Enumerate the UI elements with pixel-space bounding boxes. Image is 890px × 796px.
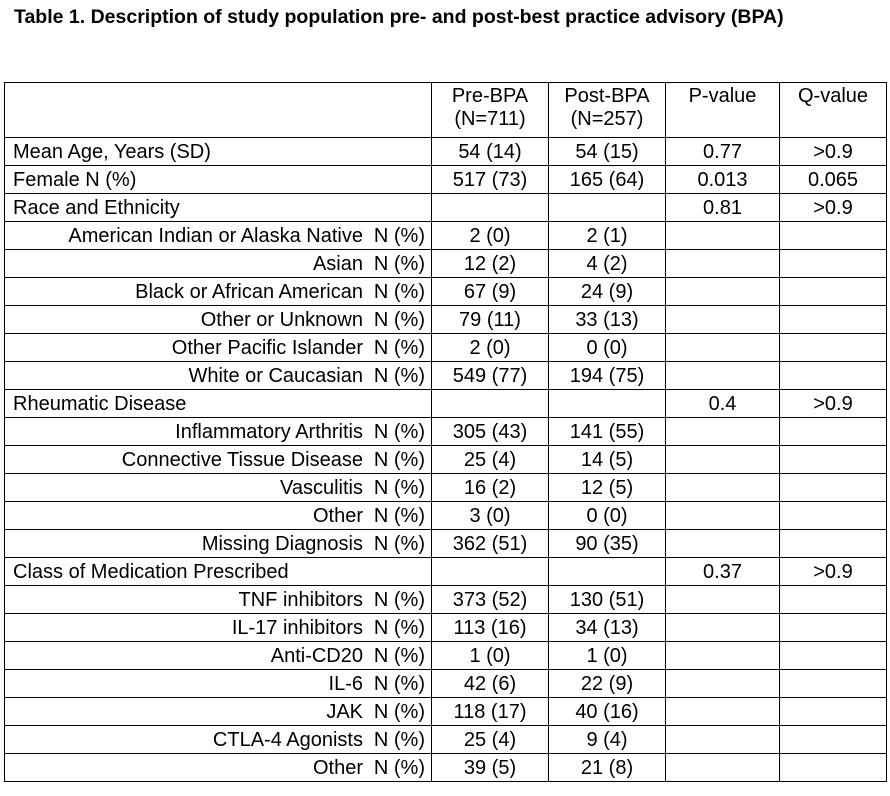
header-post-bpa: Post-BPA (N=257) (549, 83, 666, 138)
row-label-cell (5, 502, 432, 530)
row-unit: N (%) (373, 504, 425, 527)
row-label: Vasculitis (280, 476, 363, 499)
table-row (5, 474, 887, 502)
pre-bpa-value: 2 (0) (432, 334, 549, 362)
post-bpa-value (549, 194, 666, 222)
row-label-cell (5, 726, 432, 754)
row-label-cell (5, 586, 432, 614)
pre-bpa-value: 2 (0) (432, 222, 549, 250)
post-bpa-value: 130 (51) (549, 586, 666, 614)
row-unit: N (%) (373, 672, 425, 695)
row-unit: N (%) (373, 532, 425, 555)
p-value (666, 670, 780, 698)
row-label: Rheumatic Disease (5, 390, 432, 418)
row-label-cell (5, 362, 432, 390)
table-row (5, 586, 887, 614)
table-row (5, 362, 887, 390)
table-row (5, 194, 887, 222)
row-label-cell (5, 642, 432, 670)
header-row (5, 83, 887, 138)
p-value: 0.37 (666, 558, 780, 586)
p-value (666, 754, 780, 782)
row-unit: N (%) (373, 616, 425, 639)
table-caption: Table 1. Description of study population pre- and post-best practice advisory (BPA) (14, 6, 784, 28)
post-bpa-value: 2 (1) (549, 222, 666, 250)
table-row (5, 642, 887, 670)
row-unit: N (%) (373, 448, 425, 471)
pre-bpa-value: 118 (17) (432, 698, 549, 726)
row-label-cell (5, 418, 432, 446)
pre-bpa-value: 113 (16) (432, 614, 549, 642)
q-value: >0.9 (780, 194, 887, 222)
post-bpa-value: 24 (9) (549, 278, 666, 306)
row-unit: N (%) (373, 700, 425, 723)
row-label: Other (312, 504, 363, 527)
row-label-cell (5, 530, 432, 558)
table-row (5, 754, 887, 782)
row-unit: N (%) (373, 224, 425, 247)
row-label-cell (5, 670, 432, 698)
p-value (666, 474, 780, 502)
post-bpa-value: 0 (0) (549, 502, 666, 530)
post-bpa-value: 90 (35) (549, 530, 666, 558)
p-value (666, 586, 780, 614)
q-value (780, 446, 887, 474)
p-value (666, 278, 780, 306)
p-value: 0.77 (666, 138, 780, 166)
row-unit: N (%) (373, 756, 425, 779)
post-bpa-value: 22 (9) (549, 670, 666, 698)
row-label-cell (5, 334, 432, 362)
row-label: Anti-CD20 (270, 644, 363, 667)
table-row (5, 306, 887, 334)
table-row (5, 250, 887, 278)
row-label-cell (5, 222, 432, 250)
row-label-cell (5, 614, 432, 642)
row-label: Black or African American (135, 280, 363, 303)
pre-bpa-value (432, 194, 549, 222)
table-row (5, 138, 887, 166)
q-value (780, 250, 887, 278)
row-unit: N (%) (373, 252, 425, 275)
p-value (666, 222, 780, 250)
post-bpa-value: 14 (5) (549, 446, 666, 474)
post-bpa-value: 9 (4) (549, 726, 666, 754)
post-bpa-value: 33 (13) (549, 306, 666, 334)
pre-bpa-value (432, 390, 549, 418)
post-bpa-value: 54 (15) (549, 138, 666, 166)
row-label: Asian (312, 252, 363, 275)
p-value: 0.81 (666, 194, 780, 222)
row-label: Other Pacific Islander (171, 336, 363, 359)
table-row (5, 502, 887, 530)
row-label: Class of Medication Prescribed (5, 558, 432, 586)
pre-bpa-value: 1 (0) (432, 642, 549, 670)
q-value (780, 754, 887, 782)
header-pre-bpa: Pre-BPA (N=711) (432, 83, 549, 138)
row-label: Connective Tissue Disease (121, 448, 363, 471)
row-label: Race and Ethnicity (5, 194, 432, 222)
row-label: Other (312, 756, 363, 779)
post-bpa-value: 194 (75) (549, 362, 666, 390)
row-label: CTLA-4 Agonists (212, 728, 363, 751)
pre-bpa-value: 517 (73) (432, 166, 549, 194)
q-value (780, 362, 887, 390)
q-value (780, 502, 887, 530)
row-label: White or Caucasian (188, 364, 363, 387)
row-label-cell (5, 446, 432, 474)
p-value (666, 362, 780, 390)
q-value (780, 586, 887, 614)
pre-bpa-value: 305 (43) (432, 418, 549, 446)
p-value (666, 418, 780, 446)
row-label-cell (5, 754, 432, 782)
table-row (5, 334, 887, 362)
table-row (5, 166, 887, 194)
post-bpa-value: 34 (13) (549, 614, 666, 642)
pre-bpa-value: 42 (6) (432, 670, 549, 698)
q-value (780, 222, 887, 250)
p-value (666, 306, 780, 334)
table-row (5, 614, 887, 642)
pre-bpa-value: 362 (51) (432, 530, 549, 558)
row-label: IL-6 (328, 672, 363, 695)
table-row (5, 726, 887, 754)
table-row (5, 222, 887, 250)
q-value (780, 698, 887, 726)
post-bpa-value: 0 (0) (549, 334, 666, 362)
q-value (780, 474, 887, 502)
post-bpa-value: 141 (55) (549, 418, 666, 446)
q-value (780, 418, 887, 446)
pre-bpa-value: 373 (52) (432, 586, 549, 614)
row-unit: N (%) (373, 420, 425, 443)
p-value (666, 614, 780, 642)
study-population-table (4, 82, 887, 782)
pre-bpa-value: 25 (4) (432, 726, 549, 754)
post-bpa-value: 21 (8) (549, 754, 666, 782)
q-value (780, 530, 887, 558)
q-value: >0.9 (780, 138, 887, 166)
pre-bpa-value: 39 (5) (432, 754, 549, 782)
header-label-cell (5, 83, 432, 138)
row-label-cell (5, 278, 432, 306)
row-label: Other or Unknown (200, 308, 363, 331)
row-unit: N (%) (373, 644, 425, 667)
pre-bpa-value: 54 (14) (432, 138, 549, 166)
q-value (780, 306, 887, 334)
post-bpa-value: 165 (64) (549, 166, 666, 194)
pre-bpa-value (432, 558, 549, 586)
p-value (666, 726, 780, 754)
table-row (5, 530, 887, 558)
table-row (5, 418, 887, 446)
post-bpa-value: 1 (0) (549, 642, 666, 670)
q-value: >0.9 (780, 390, 887, 418)
q-value (780, 670, 887, 698)
row-label-cell (5, 306, 432, 334)
pre-bpa-value: 3 (0) (432, 502, 549, 530)
row-label: IL-17 inhibitors (231, 616, 363, 639)
row-label: Mean Age, Years (SD) (5, 138, 432, 166)
row-label-cell (5, 250, 432, 278)
post-bpa-value (549, 390, 666, 418)
table-row (5, 670, 887, 698)
table-row (5, 446, 887, 474)
row-label-cell (5, 474, 432, 502)
q-value: 0.065 (780, 166, 887, 194)
pre-bpa-value: 12 (2) (432, 250, 549, 278)
q-value (780, 614, 887, 642)
pre-bpa-value: 549 (77) (432, 362, 549, 390)
q-value (780, 334, 887, 362)
pre-bpa-value: 79 (11) (432, 306, 549, 334)
q-value (780, 726, 887, 754)
row-unit: N (%) (373, 308, 425, 331)
row-unit: N (%) (373, 336, 425, 359)
row-unit: N (%) (373, 280, 425, 303)
p-value: 0.013 (666, 166, 780, 194)
table-row (5, 558, 887, 586)
row-label: American Indian or Alaska Native (68, 224, 363, 247)
q-value (780, 278, 887, 306)
row-unit: N (%) (373, 364, 425, 387)
q-value (780, 642, 887, 670)
header-q-value: Q-value (780, 83, 887, 138)
row-label: Inflammatory Arthritis (175, 420, 363, 443)
row-label: TNF inhibitors (238, 588, 363, 611)
row-label: Female N (%) (5, 166, 432, 194)
row-label: JAK (326, 700, 363, 723)
pre-bpa-value: 16 (2) (432, 474, 549, 502)
table-row (5, 390, 887, 418)
post-bpa-value (549, 558, 666, 586)
row-unit: N (%) (373, 588, 425, 611)
row-label: Missing Diagnosis (201, 532, 363, 555)
p-value: 0.4 (666, 390, 780, 418)
post-bpa-value: 4 (2) (549, 250, 666, 278)
post-bpa-value: 12 (5) (549, 474, 666, 502)
q-value: >0.9 (780, 558, 887, 586)
p-value (666, 334, 780, 362)
header-p-value: P-value (666, 83, 780, 138)
row-unit: N (%) (373, 728, 425, 751)
p-value (666, 530, 780, 558)
pre-bpa-value: 25 (4) (432, 446, 549, 474)
table-row (5, 698, 887, 726)
p-value (666, 698, 780, 726)
p-value (666, 502, 780, 530)
p-value (666, 446, 780, 474)
row-unit: N (%) (373, 476, 425, 499)
post-bpa-value: 40 (16) (549, 698, 666, 726)
row-label-cell (5, 698, 432, 726)
p-value (666, 642, 780, 670)
pre-bpa-value: 67 (9) (432, 278, 549, 306)
table-row (5, 278, 887, 306)
p-value (666, 250, 780, 278)
